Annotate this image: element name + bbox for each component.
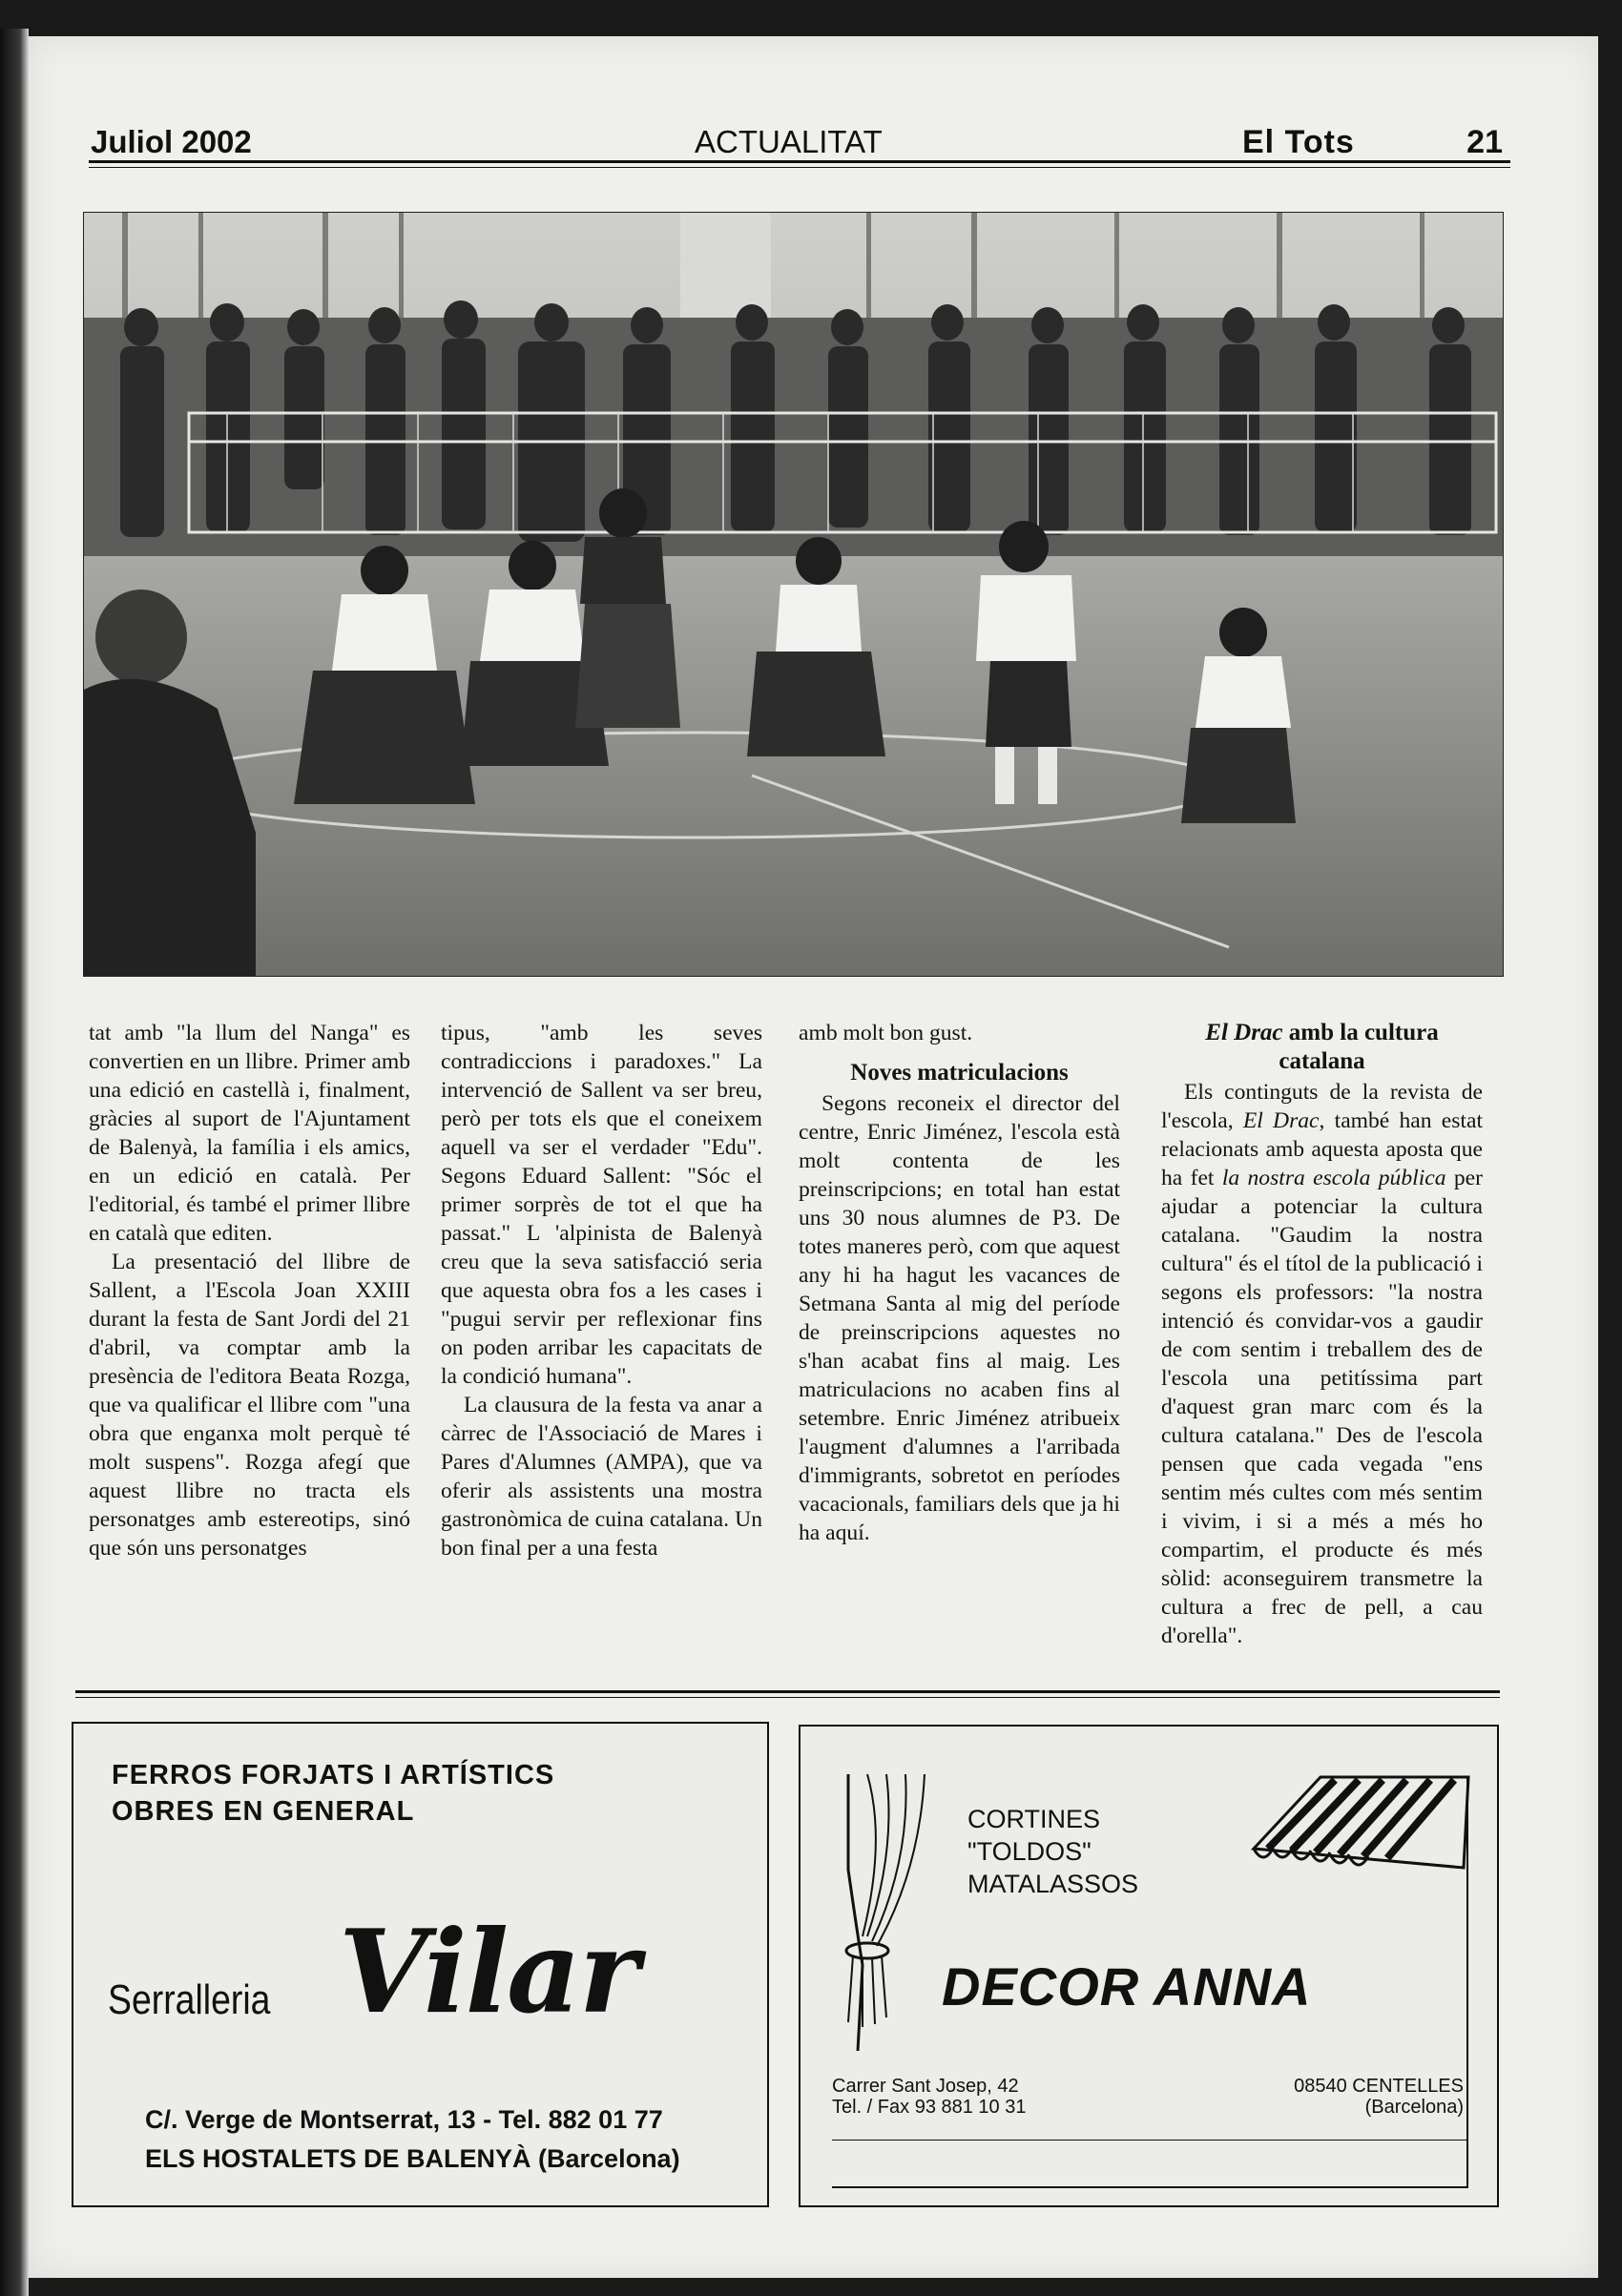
- article-column-3: [799, 1019, 1120, 1547]
- paragraph: La clausura de la festa va anar a càrrec de l'Associació de Mares i Pares d'Alumnes (AMPA), que va oferir als assistents una mostra gastronòmica de cuina catalana. Un bon final per a una festa: [441, 1393, 762, 1561]
- ad-divider: [832, 2140, 1466, 2141]
- page-number: 21: [1466, 124, 1503, 160]
- advertisement-vilar: [72, 1722, 769, 2207]
- subheading-el-drac: El Drac amb la cultura catalana: [1205, 1020, 1439, 1074]
- ad-tagline-1: FERROS FORJATS I ARTÍSTICS: [112, 1760, 555, 1790]
- ads-rule-thin: [75, 1697, 1500, 1698]
- article-column-2: [441, 1019, 762, 1562]
- ad-brand-logo: Vilar: [339, 1905, 638, 2039]
- ad-services: CORTINES "TOLDOS" MATALASSOS: [967, 1805, 1139, 1898]
- article-body: [89, 1019, 1512, 1667]
- paragraph: La presentació del llibre de Sallent, a l'Escola Joan XXIII durant la festa de Sant Jordi del 21 d'abril, va comptar amb la presència de l'editora Beata Rozga, que va qualificar el llibre com "una obra que enganxa molt perquè té molt suspens". Rozga afegí que aquest llibre no tracta els personatges amb estereotips, sinó que són uns personatges: [89, 1250, 410, 1561]
- section-title: ACTUALITAT: [695, 124, 883, 159]
- ad-street: Carrer Sant Josep, 42 Tel. / Fax 93 881 10 31: [832, 2076, 1027, 2118]
- header-rule: [89, 160, 1510, 163]
- ad-brand-name: DECOR ANNA: [942, 1956, 1312, 2017]
- ad-city: 08540 CENTELLES (Barcelona): [1294, 2076, 1464, 2118]
- ad-tagline-2: OBRES EN GENERAL: [112, 1796, 415, 1827]
- publication-name: El Tots: [1242, 124, 1355, 160]
- paragraph: Segons reconeix el director del centre, Enric Jiménez, l'escola està molt contenta de les preinscripcions; en total han estat uns 30 nous alumnes de P3. De totes maneres però, com que aquest any hi ha hagut les vacances de Setmana Santa al mig del període de preinscripcions aquestes no s'han acabat fins al maig. Les matriculacions no acaben fins al setembre. Enric Jiménez atribueix l'augment d'alumnes a l'arribada d'immigrants, sobretot en períodes vacacionals, familiars dels que ja hi ha aquí.: [799, 1091, 1120, 1545]
- paragraph: Els continguts de la revista de l'escola, El Drac, també han estat relacionats amb aquesta aposta que ha fet la nostra escola pública per ajudar a potenciar la cultura catalana. "Gaudim la nostra cultura" és el títol de la publicació i segons els professors: "la nostra intenció és convidar-vos a gaudir de com sentim i treballem des de l'escola una petitíssima part d'aquest gran marc com és la cultura catalana." Des de l'escola pensen que cada vegada "ens sentim més cultes com més sentim i vivim, i si a més a més ho compartim, el producte és més sòlid: aconseguirem transmetre la cultura a frec de pell, a cau d'orella".: [1161, 1080, 1484, 1648]
- article-photo: [83, 212, 1504, 977]
- ads-rule: [75, 1690, 1500, 1693]
- header-rule-thin: [89, 167, 1510, 168]
- subheading-noves-matriculacions: Noves matriculacions: [850, 1060, 1069, 1086]
- ad-address: C/. Verge de Montserrat, 13 - Tel. 882 01 77: [145, 2105, 663, 2134]
- paragraph: tipus, "amb les seves contradiccions i paradoxes." La intervenció de Sallent va ser breu, però per tots els que el coneixem aquell va ser el verdader "Edu". Segons Eduard Sallent: "Sóc el primer sorprès de tot el que ha passat." L 'alpinista de Balenyà creu que la seva satisfacció seria que aquesta obra fos a les cases i "pugui servir per reflexionar fins on poden arribar les capacitats de la condició humana".: [441, 1021, 762, 1389]
- ad-label: Serralleria: [108, 1976, 271, 2023]
- curtain-icon: [820, 1765, 953, 2051]
- article-column-4: [1161, 1019, 1483, 1650]
- paragraph: tat amb "la llum del Nanga" es convertien en un llibre. Primer amb una edició en castellà i, finalment, gràcies al suport de l'Ajuntament de Balenyà, la família i els amics, en un edició en català. Per l'editorial, és també el primer llibre en català que editen.: [89, 1021, 410, 1246]
- awning-icon: [1244, 1772, 1473, 1896]
- ad-town: ELS HOSTALETS DE BALENYÀ (Barcelona): [145, 2144, 680, 2173]
- page-header: [91, 84, 1508, 160]
- paragraph: amb molt bon gust.: [799, 1021, 973, 1045]
- advertisement-decor-anna: [799, 1725, 1499, 2207]
- page-spine: [0, 29, 29, 2296]
- issue-date: Juliol 2002: [91, 124, 252, 159]
- article-column-1: [89, 1019, 410, 1562]
